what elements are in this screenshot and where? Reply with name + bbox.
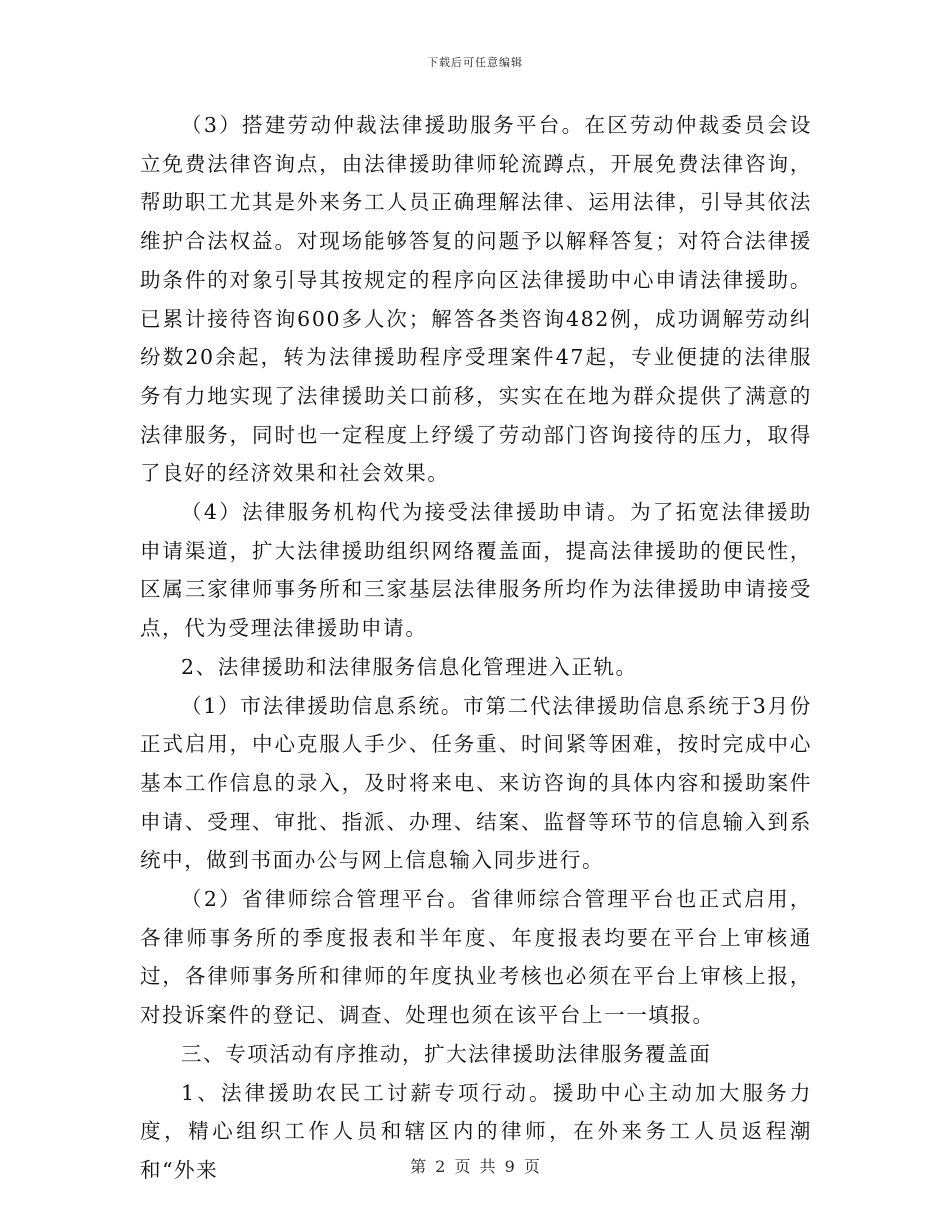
paragraph-informatization-heading: 2、法律援助和法律服务信息化管理进入正轨。 — [181, 654, 638, 679]
document-body — [140, 106, 812, 1190]
paragraph-city-info-system: （1）市法律援助信息系统。市第二代法律援助信息系统于3月份正式启用，中心克服人手少、任务重、时间紧等困难，按时完成中心基本工作信息的录入，及时将来电、来访咨询的具体内容和援助案件申请、受理、审批、指派、办理、结案、监督等环节的信息输入到系统中，做到书面办公与网上信息输入同步进行。 — [140, 693, 812, 873]
paragraph-legal-service-agencies: （4）法律服务机构代为接受法律援助申请。为了拓宽法律援助申请渠道，扩大法律援助组织网络覆盖面，提高法律援助的便民性，区属三家律师事务所和三家基层法律服务所均作为法律援助申请接受点，代为受理法律援助申请。 — [140, 500, 812, 641]
paragraph-migrant-wage-action: 1、法律援助农民工讨薪专项行动。援助中心主动加大服务力度，精心组织工作人员和辖区内的律师，在外来务工人员返程潮和“外来 — [140, 1080, 812, 1182]
page-number: 第 2 页 共 9 页 — [410, 1157, 540, 1176]
section-heading-special-activities: 三、专项活动有序推动，扩大法律援助法律服务覆盖面 — [181, 1041, 712, 1066]
paragraph-labor-arbitration-platform: （3）搭建劳动仲裁法律援助服务平台。在区劳动仲裁委员会设立免费法律咨询点，由法律援助律师轮流蹲点，开展免费法律咨询，帮助职工尤其是外来务工人员正确理解法律、运用法律，引导其依法维护合法权益。对现场能够答复的问题予以解释答复；对符合法律援助条件的对象引导其按规定的程序向区法律援助中心申请法律援助。已累计接待咨询600多人次；解答各类咨询482例，成功调解劳动纠纷数20余起，转为法律援助程序受理案件47起，专业便捷的法律服务有力地实现了法律援助关口前移，实实在在地为群众提供了满意的法律服务，同时也一定程度上纾缓了劳动部门咨询接待的压力，取得了良好的经济效果和社会效果。 — [140, 113, 812, 486]
page-header-note: 下载后可任意编辑 — [427, 56, 523, 69]
paragraph-province-lawyer-platform: （2）省律师综合管理平台。省律师综合管理平台也正式启用，各律师事务所的季度报表和半年度、年度报表均要在平台上审核通过，各律师事务所和律师的年度执业考核也必须在平台上审核上报，对投诉案件的登记、调查、处理也须在该平台上一一填报。 — [140, 887, 812, 1028]
